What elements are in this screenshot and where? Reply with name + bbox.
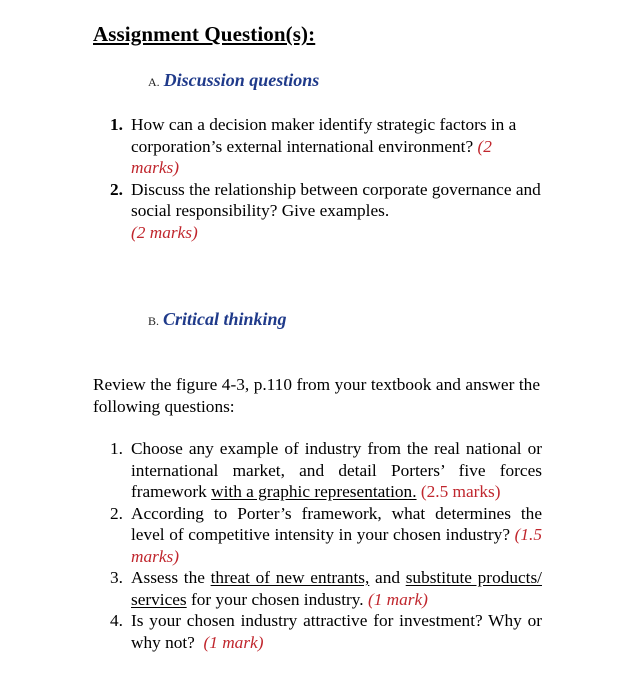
section-a-letter: A. xyxy=(148,75,160,89)
question-marks: (1.5 marks) xyxy=(131,525,542,566)
question-number: 1. xyxy=(110,115,123,134)
question-text: How can a decision maker identify strategic factors in a corporation’s external international environment? xyxy=(131,115,517,156)
question-marks: (2 marks) xyxy=(131,136,492,177)
section-b-intro: Review the figure 4-3, p.110 from your textbook and answer the following questions: xyxy=(93,375,540,416)
section-a-label xyxy=(148,70,319,91)
discussion-question xyxy=(110,179,542,244)
question-marks: (2 marks) xyxy=(131,222,198,242)
critical-question xyxy=(110,438,542,503)
question-text: According to Porter’s framework, what determines the level of competitive intensity in your chosen industry? xyxy=(131,503,542,544)
question-text-before: Assess the xyxy=(131,568,205,587)
section-b-letter: B. xyxy=(148,314,160,328)
critical-question xyxy=(110,610,542,653)
question-underlined-text: substitute products/ services xyxy=(131,568,542,609)
discussion-question xyxy=(110,114,542,179)
page-title: Assignment Question(s): xyxy=(93,22,316,46)
discussion-questions-list xyxy=(110,114,542,243)
question-underlined-text: threat of new entrants, xyxy=(210,568,370,587)
section-a-title: Discussion questions xyxy=(163,70,320,90)
critical-question xyxy=(110,503,542,568)
question-text-middle: and xyxy=(375,568,400,587)
critical-thinking-questions-list xyxy=(110,438,542,653)
question-number: 3. xyxy=(110,568,123,587)
critical-question xyxy=(110,567,542,610)
question-text: Is your chosen industry attractive for investment? Why or why not? xyxy=(131,611,542,652)
question-marks: (1 mark) xyxy=(203,632,264,652)
question-text-after: for your chosen industry. xyxy=(191,589,364,609)
section-b-title: Critical thinking xyxy=(163,309,287,329)
section-b-label xyxy=(148,309,287,330)
question-marks: (2.5 marks) xyxy=(420,482,501,501)
question-underlined-text: with a graphic representation. xyxy=(211,482,417,501)
question-number: 4. xyxy=(110,611,123,630)
question-number: 2. xyxy=(110,179,123,199)
question-number: 2. xyxy=(110,503,123,523)
question-number: 1. xyxy=(110,439,123,458)
question-text: Discuss the relationship between corporate governance and social responsibility? Give examples. xyxy=(131,179,541,220)
question-marks: (1 mark) xyxy=(367,589,428,609)
question-text: Choose any example of industry from the real national or international market, and detail Porters’ five forces framework xyxy=(131,439,542,501)
